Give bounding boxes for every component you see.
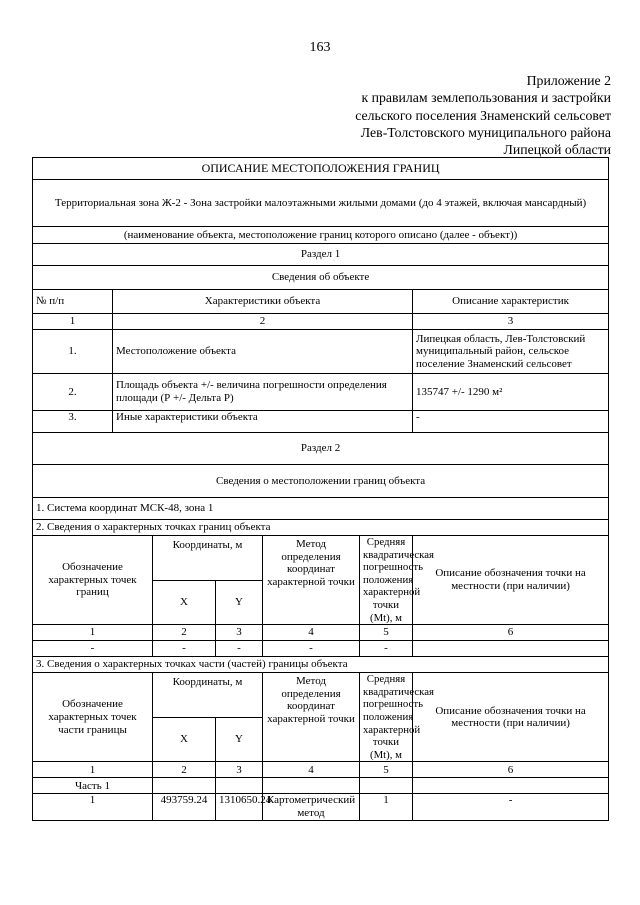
col-index: 3 — [216, 625, 263, 641]
cell-error: - — [360, 641, 413, 657]
col-header-description: Описание характеристик — [413, 290, 609, 314]
col-header-x: X — [153, 717, 216, 762]
part-label: Часть 1 — [33, 778, 153, 794]
table-row — [33, 778, 609, 794]
appendix-line-2: к правилам землепользования и застройки — [361, 90, 611, 106]
section-1-subtitle: Сведения об объекте — [33, 266, 609, 290]
boundary-parts-title: 3. Сведения о характерных точках части (частей) границы объекта — [33, 657, 609, 673]
cell-method: Картометрический метод — [263, 794, 360, 820]
col-index: 4 — [263, 625, 360, 641]
appendix-caption — [355, 72, 611, 158]
document-title: ОПИСАНИЕ МЕСТОПОЛОЖЕНИЯ ГРАНИЦ — [33, 158, 609, 180]
table-row — [33, 374, 609, 411]
col-index: 3 — [216, 762, 263, 778]
cell-y: - — [216, 641, 263, 657]
appendix-line-3: сельского поселения Знаменский сельсовет — [355, 107, 611, 123]
col-header-method: Метод определения координат характерной точки — [263, 536, 360, 625]
cell-x: 493759.24 — [153, 794, 216, 820]
table-row — [33, 330, 609, 374]
coordinate-system: 1. Система координат МСК-48, зона 1 — [33, 498, 609, 520]
table-row — [33, 794, 609, 820]
row-description: - — [413, 411, 609, 433]
col-index: 2 — [153, 625, 216, 641]
zone-name: Территориальная зона Ж-2 - Зона застройки малоэтажными жилыми домами (до 4 этажей, включая мансардный) — [33, 180, 609, 227]
col-header-number: № п/п — [33, 290, 113, 314]
col-index: 5 — [360, 625, 413, 641]
col-header-part-point-name: Обозначение характерных точек части границы — [33, 673, 153, 762]
page-number: 163 — [309, 40, 331, 55]
row-characteristic: Иные характеристики объекта — [113, 411, 413, 433]
col-index: 4 — [263, 762, 360, 778]
cell-error: 1 — [360, 794, 413, 820]
row-number: 3. — [33, 411, 113, 433]
col-index: 1 — [33, 625, 153, 641]
col-index: 1 — [33, 314, 113, 330]
col-index: 1 — [33, 762, 153, 778]
row-number: 2. — [33, 374, 113, 411]
table-row — [33, 641, 609, 657]
cell-x: - — [153, 641, 216, 657]
cell-method: - — [263, 641, 360, 657]
appendix-line-1: Приложение 2 — [526, 73, 611, 88]
col-index: 5 — [360, 762, 413, 778]
row-number: 1. — [33, 330, 113, 374]
col-header-y: Y — [216, 580, 263, 625]
row-description: 135747 +/- 1290 м² — [413, 374, 609, 411]
col-header-y: Y — [216, 717, 263, 762]
col-index: 6 — [413, 625, 609, 641]
row-description: Липецкая область, Лев-Толстовский муниципальный район, сельское поселение Знаменский сельсовет — [413, 330, 609, 374]
col-header-point-name: Обозначение характерных точек границ — [33, 536, 153, 625]
col-header-error: Средняя квадратическая погрешность положения характерной точки (Mt), м — [360, 673, 413, 762]
col-header-method: Метод определения координат характерной точки — [263, 673, 360, 762]
col-header-point-description: Описание обозначения точки на местности (при наличии) — [413, 536, 609, 625]
row-characteristic: Местоположение объекта — [113, 330, 413, 374]
section-1-title: Раздел 1 — [33, 244, 609, 266]
appendix-line-4: Лев-Толстовского муниципального района — [360, 124, 611, 140]
section-2-title: Раздел 2 — [33, 433, 609, 465]
cell-y: 1310650.24 — [216, 794, 263, 820]
cell-point-name: 1 — [33, 794, 153, 820]
col-index: 6 — [413, 762, 609, 778]
row-characteristic: Площадь объекта +/- величина погрешности определения площади (Р +/- Дельта Р) — [113, 374, 413, 411]
col-index: 2 — [153, 762, 216, 778]
cell-point-description — [413, 641, 609, 657]
object-note: (наименование объекта, местоположение границ которого описано (далее - объект)) — [33, 227, 609, 244]
col-index: 3 — [413, 314, 609, 330]
col-index: 2 — [113, 314, 413, 330]
table-row — [33, 411, 609, 433]
col-header-coordinates: Координаты, м — [153, 673, 263, 718]
col-header-error: Средняя квадратическая погрешность положения характерной точки (Mt), м — [360, 536, 413, 625]
col-header-characteristic: Характеристики объекта — [113, 290, 413, 314]
section-2-subtitle: Сведения о местоположении границ объекта — [33, 465, 609, 498]
boundary-description-table — [32, 157, 609, 821]
col-header-x: X — [153, 580, 216, 625]
col-header-coordinates: Координаты, м — [153, 536, 263, 581]
cell-point-name: - — [33, 641, 153, 657]
col-header-point-description: Описание обозначения точки на местности (при наличии) — [413, 673, 609, 762]
cell-point-description: - — [413, 794, 609, 820]
boundary-points-title: 2. Сведения о характерных точках границ объекта — [33, 520, 609, 536]
appendix-line-5: Липецкой области — [503, 142, 611, 158]
